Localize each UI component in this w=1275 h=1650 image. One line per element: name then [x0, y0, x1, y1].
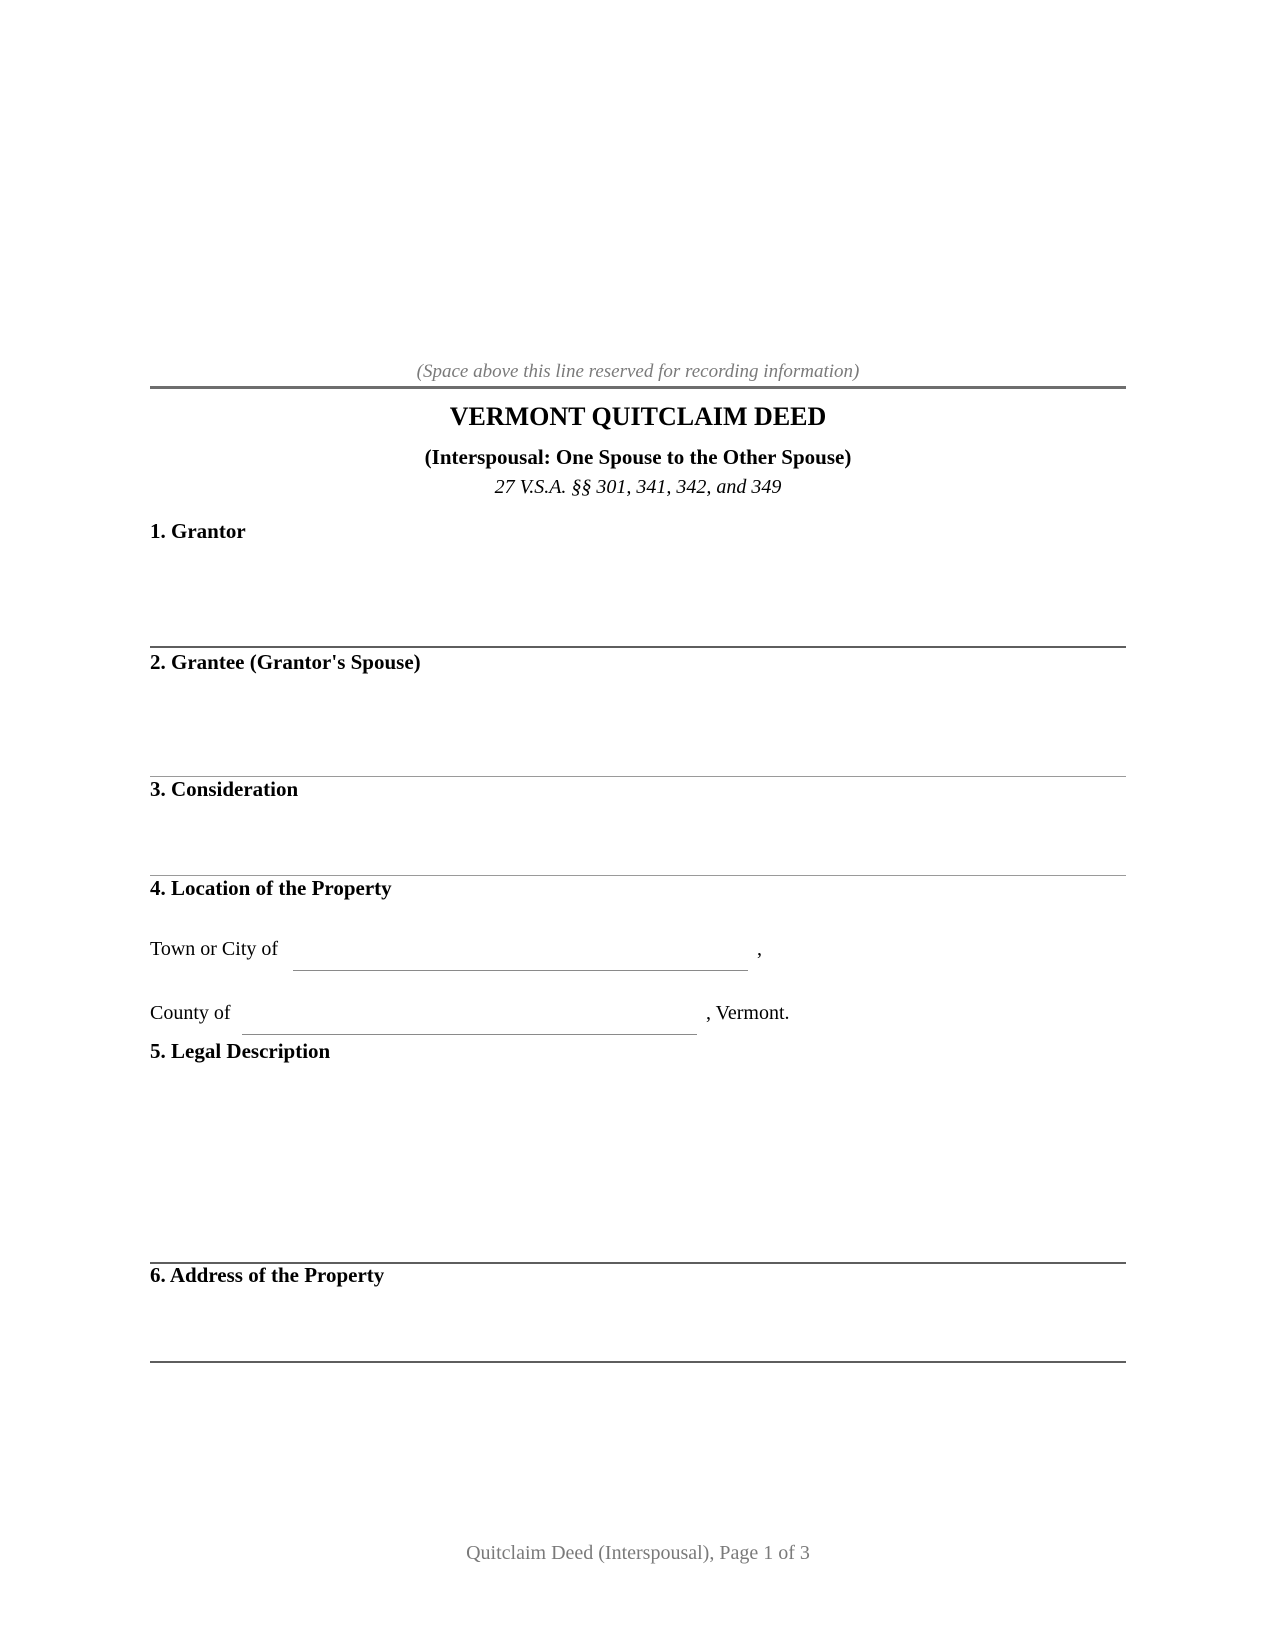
town-suffix: ,: [757, 938, 762, 960]
town-field[interactable]: [293, 970, 748, 971]
recording-space-note: (Space above this line reserved for recording information): [416, 361, 860, 382]
legal-description-heading: 5. Legal Description: [150, 1039, 331, 1063]
grantee-heading: 2. Grantee (Grantor's Spouse): [150, 650, 421, 674]
page-footer: Quitclaim Deed (Interspousal), Page 1 of 3: [466, 1542, 810, 1564]
recording-divider: [150, 386, 1126, 389]
location-heading: 4. Location of the Property: [150, 876, 392, 900]
grantor-heading: 1. Grantor: [150, 519, 246, 543]
address-heading: 6. Address of the Property: [150, 1263, 385, 1287]
document-subtitle: (Interspousal: One Spouse to the Other Spouse): [424, 445, 852, 469]
address-entry-line[interactable]: [150, 1361, 1126, 1363]
document-title: VERMONT QUITCLAIM DEED: [449, 402, 827, 431]
statute-citation: 27 V.S.A. §§ 301, 341, 342, and 349: [494, 476, 782, 498]
town-label: Town or City of: [150, 938, 279, 960]
consideration-heading: 3. Consideration: [150, 777, 299, 801]
county-field[interactable]: [242, 1034, 697, 1035]
county-suffix: , Vermont.: [706, 1002, 790, 1024]
county-label: County of: [150, 1002, 231, 1024]
